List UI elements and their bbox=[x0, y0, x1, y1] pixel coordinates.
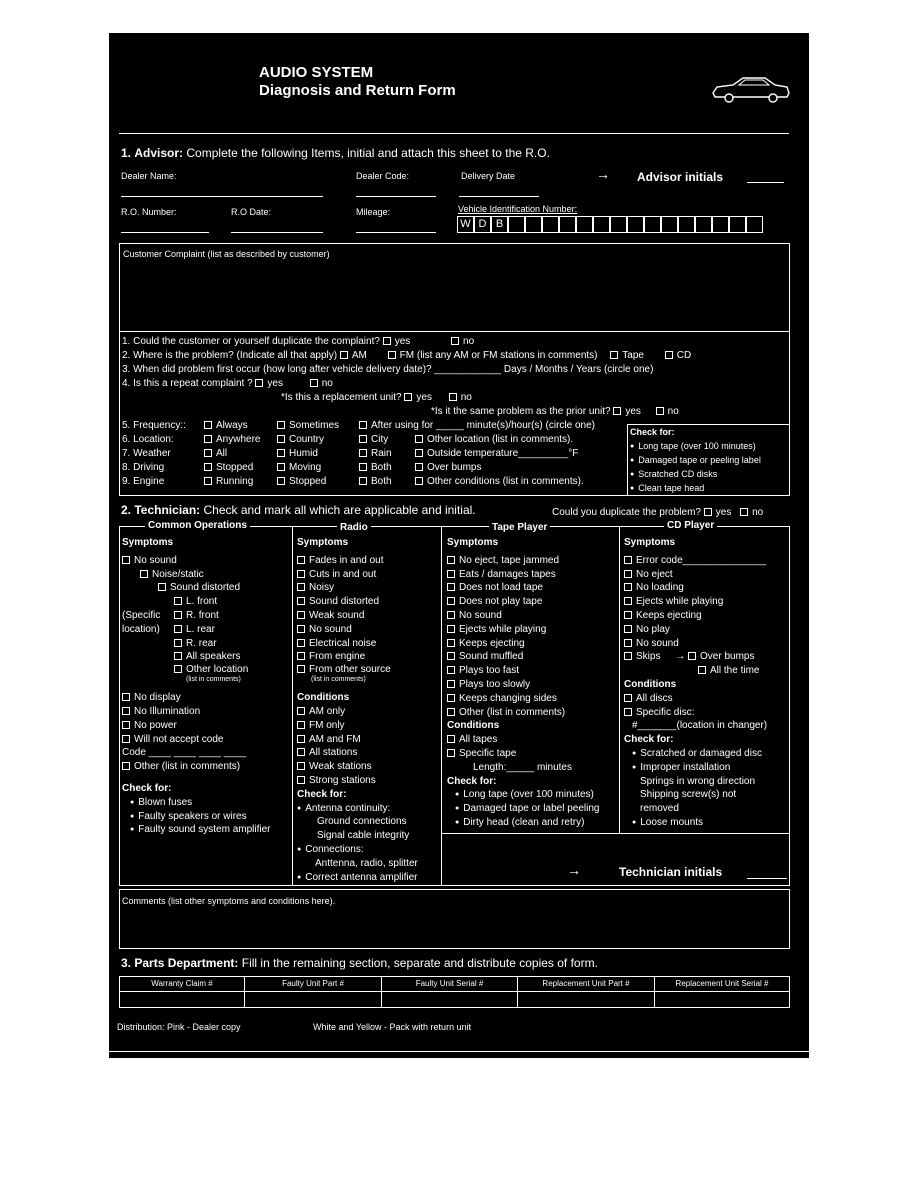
location-field[interactable]: #_______(location in changer) bbox=[632, 720, 768, 732]
parts-input[interactable] bbox=[517, 991, 655, 1008]
checkbox[interactable] bbox=[610, 351, 618, 359]
check-option[interactable]: No sound bbox=[624, 637, 767, 651]
check-option[interactable]: Eats / damages tapes bbox=[447, 568, 599, 582]
vin-cell[interactable] bbox=[678, 216, 695, 233]
check-option[interactable]: Electrical noise bbox=[297, 637, 418, 651]
complaint-label: Customer Complaint (list as described by customer) bbox=[123, 249, 330, 259]
check-option[interactable]: All tapes bbox=[447, 733, 599, 747]
check-option[interactable]: No eject, tape jammed bbox=[447, 554, 599, 568]
check-option[interactable]: All stations bbox=[297, 746, 418, 760]
checkbox[interactable] bbox=[310, 379, 318, 387]
vin-cell[interactable] bbox=[712, 216, 729, 233]
divider bbox=[119, 331, 789, 332]
check-option[interactable]: Sound distorted bbox=[122, 581, 271, 595]
check-option[interactable]: Weak sound bbox=[297, 609, 418, 623]
check-option[interactable]: Ejects while playing bbox=[624, 595, 767, 609]
vin-cell[interactable] bbox=[508, 216, 525, 233]
option[interactable]: Both bbox=[359, 475, 392, 488]
parts-input[interactable] bbox=[119, 991, 245, 1008]
vin-cell[interactable] bbox=[746, 216, 763, 233]
col-radio-header: Radio bbox=[337, 521, 371, 534]
parts-header: Replacement Unit Serial # bbox=[654, 976, 790, 992]
check-option[interactable]: No sound bbox=[122, 554, 271, 568]
vin-cell[interactable] bbox=[576, 216, 593, 233]
question-2: 2. Where is the problem? (Indicate all that apply) AM FM (list any AM or FM stations in comments) Tape CD bbox=[122, 350, 692, 361]
col-common-header: Common Operations bbox=[145, 519, 250, 532]
check-item: ● Scratched CD disks bbox=[630, 468, 717, 481]
car-icon bbox=[709, 73, 793, 105]
common-column: Symptoms No sound Noise/static Sound distorted L. front (Specific R. front location) L. rear R. rear All speakers Other location (list in comments) No display No Illumination No power Will not accept code Code ____ ____ ____ ____ Other (list in comments) Check for: ● Blown fuses ● Faulty speakers or wires ● Faulty sound system amplifier bbox=[122, 536, 271, 837]
check-option[interactable]: AM and FM bbox=[297, 733, 418, 747]
vin-cell[interactable] bbox=[593, 216, 610, 233]
length-field[interactable]: Length:_____ minutes bbox=[473, 761, 572, 773]
vin-cell[interactable] bbox=[644, 216, 661, 233]
option[interactable]: Outside temperature_________°F bbox=[415, 447, 578, 460]
mileage-field[interactable] bbox=[356, 232, 436, 233]
check-option[interactable]: Keeps ejecting bbox=[624, 609, 767, 623]
checkbox[interactable] bbox=[388, 351, 396, 359]
check-option[interactable]: No loading bbox=[624, 581, 767, 595]
check-option[interactable]: Does not play tape bbox=[447, 595, 599, 609]
vin-cell[interactable]: D bbox=[474, 216, 491, 233]
arrow-icon: → bbox=[567, 862, 581, 878]
question-8-label: 8. Driving bbox=[122, 462, 165, 473]
check-option[interactable]: Error code_______________ bbox=[624, 554, 767, 568]
check-option[interactable]: All discs bbox=[624, 692, 767, 706]
option[interactable]: Stopped bbox=[204, 461, 253, 474]
dealer-name-field[interactable] bbox=[121, 196, 323, 197]
check-option[interactable]: Sound muffled bbox=[447, 650, 599, 664]
check-option[interactable]: Strong stations bbox=[297, 774, 418, 788]
vin-cell[interactable]: B bbox=[491, 216, 508, 233]
checkbox[interactable] bbox=[656, 407, 664, 415]
parts-header: Faulty Unit Serial # bbox=[381, 976, 518, 992]
code-field[interactable]: Code ____ ____ ____ ____ bbox=[122, 747, 247, 759]
ro-number-field[interactable] bbox=[121, 232, 209, 233]
check-option[interactable]: Skips → Over bumps bbox=[624, 650, 767, 664]
divider bbox=[109, 1051, 809, 1052]
vin-cell[interactable] bbox=[627, 216, 644, 233]
question-5-label: 5. Frequency:: bbox=[122, 420, 186, 431]
delivery-date-label: Delivery Date bbox=[461, 171, 516, 181]
option[interactable]: Country bbox=[277, 433, 324, 446]
col-cd-header: CD Player bbox=[664, 519, 717, 532]
technician-initials-label: Technician initials bbox=[619, 865, 723, 879]
dealer-code-field[interactable] bbox=[356, 196, 436, 197]
check-option[interactable]: Other (list in comments) bbox=[122, 760, 271, 774]
check-option[interactable]: Specific disc: bbox=[624, 706, 767, 720]
col-tape-header: Tape Player bbox=[489, 521, 550, 534]
check-option[interactable]: Other (list in comments) bbox=[447, 706, 599, 720]
check-option[interactable]: R. rear bbox=[122, 637, 271, 651]
check-option[interactable]: Keeps changing sides bbox=[447, 692, 599, 706]
symptoms-heading: Symptoms bbox=[122, 537, 174, 548]
checkbox[interactable] bbox=[404, 393, 412, 401]
check-option[interactable]: Plays too fast bbox=[447, 664, 599, 678]
advisor-initials-field[interactable] bbox=[747, 182, 784, 183]
ro-number-label: R.O. Number: bbox=[121, 207, 177, 217]
vin-cell[interactable] bbox=[542, 216, 559, 233]
question-7-label: 7. Weather bbox=[122, 448, 171, 459]
check-option[interactable]: Fades in and out bbox=[297, 554, 418, 568]
check-option[interactable]: Weak stations bbox=[297, 760, 418, 774]
mileage-label: Mileage: bbox=[356, 207, 391, 217]
vin-cell[interactable] bbox=[695, 216, 712, 233]
advisor-initials-label: Advisor initials bbox=[637, 170, 724, 184]
check-option[interactable]: Noisy bbox=[297, 581, 418, 595]
check-option[interactable]: No sound bbox=[447, 609, 599, 623]
check-option[interactable]: From other source bbox=[297, 664, 418, 675]
option[interactable]: City bbox=[359, 433, 388, 446]
vin-cell[interactable] bbox=[610, 216, 627, 233]
checkbox[interactable] bbox=[340, 351, 348, 359]
option[interactable]: Over bumps bbox=[415, 461, 481, 474]
ro-date-label: R.O Date: bbox=[231, 207, 272, 217]
option[interactable]: Other location (list in comments). bbox=[415, 433, 573, 446]
check-option[interactable]: Plays too slowly bbox=[447, 678, 599, 692]
option[interactable]: Stopped bbox=[277, 475, 326, 488]
checkbox[interactable] bbox=[383, 337, 391, 345]
divider bbox=[442, 833, 789, 834]
check-option[interactable]: AM only bbox=[297, 705, 418, 719]
question-6-label: 6. Location: bbox=[122, 434, 174, 445]
check-option[interactable]: Keeps ejecting bbox=[447, 637, 599, 651]
check-option[interactable]: Noise/static bbox=[122, 568, 271, 582]
parts-header: Warranty Claim # bbox=[119, 976, 245, 992]
checkbox[interactable] bbox=[704, 508, 712, 516]
option[interactable]: Both bbox=[359, 461, 392, 474]
duplicate-question: Could you duplicate the problem? yes no bbox=[552, 507, 764, 518]
option[interactable]: Sometimes bbox=[277, 419, 339, 432]
col-divider bbox=[619, 526, 620, 833]
parts-input[interactable] bbox=[244, 991, 382, 1008]
check-option[interactable]: L. front bbox=[122, 595, 271, 609]
option[interactable]: After using for _____ minute(s)/hour(s) (circle one) bbox=[359, 419, 595, 432]
check-option[interactable]: Other location bbox=[122, 664, 271, 675]
check-option[interactable]: FM only bbox=[297, 719, 418, 733]
option[interactable]: Running bbox=[204, 475, 253, 488]
check-option[interactable]: Will not accept code bbox=[122, 733, 271, 747]
check-option[interactable]: All the time bbox=[624, 664, 767, 678]
check-option[interactable]: Ejects while playing bbox=[447, 623, 599, 637]
option[interactable]: Rain bbox=[359, 447, 392, 460]
question-9-label: 9. Engine bbox=[122, 476, 165, 487]
check-option[interactable]: No eject bbox=[624, 568, 767, 582]
question-1: 1. Could the customer or yourself duplicate the complaint? yes no bbox=[122, 336, 475, 347]
option[interactable]: Anywhere bbox=[204, 433, 260, 446]
vin-cell[interactable] bbox=[661, 216, 678, 233]
checkbox[interactable] bbox=[449, 393, 457, 401]
technician-initials-field[interactable] bbox=[747, 878, 787, 879]
check-item: ● Long tape (over 100 minutes) bbox=[630, 440, 756, 453]
form-subtitle: Diagnosis and Return Form bbox=[259, 82, 456, 99]
check-option[interactable]: Does not load tape bbox=[447, 581, 599, 595]
checkbox[interactable] bbox=[255, 379, 263, 387]
question-3: 3. When did problem first occur (how long after vehicle delivery date)? ____________ Days / Months / Years (circle one) bbox=[122, 364, 654, 375]
dealer-name-label: Dealer Name: bbox=[121, 171, 177, 181]
col-divider bbox=[441, 526, 442, 885]
option[interactable]: Humid bbox=[277, 447, 318, 460]
technician-heading: 2. Technician: Check and mark all which are applicable and initial. bbox=[121, 503, 476, 517]
distribution-right: White and Yellow - Pack with return unit bbox=[313, 1022, 472, 1032]
check-option[interactable]: (Specific R. front bbox=[122, 609, 219, 621]
option[interactable]: All bbox=[204, 447, 227, 460]
ro-date-field[interactable] bbox=[231, 232, 323, 233]
question-4: 4. Is this a repeat complaint ? yes no bbox=[122, 378, 333, 389]
vin-label: Vehicle Identification Number: bbox=[458, 204, 578, 214]
checkbox[interactable] bbox=[740, 508, 748, 516]
form-sheet bbox=[109, 33, 809, 1058]
parts-table bbox=[119, 976, 790, 1008]
col-divider bbox=[292, 526, 293, 885]
advisor-heading: 1. Advisor: Complete the following Items, initial and attach this sheet to the R.O. bbox=[121, 146, 550, 160]
check-option[interactable]: No play bbox=[624, 623, 767, 637]
checkbox[interactable] bbox=[613, 407, 621, 415]
cd-column: Symptoms Error code_______________ No eject No loading Ejects while playing Keeps ejecting No play No sound Skips → Over bumps All the time Conditions All discs Specific disc: #_______(location in changer) Check for: ● Scratched or damaged disc ● Improper installation Springs in wrong direction Shipping screw(s) not removed ● Loose mounts bbox=[624, 536, 767, 830]
vin-cell[interactable] bbox=[729, 216, 746, 233]
vin-field[interactable] bbox=[457, 216, 767, 233]
option[interactable]: Always bbox=[204, 419, 248, 432]
checkbox[interactable] bbox=[451, 337, 459, 345]
check-option[interactable]: Cuts in and out bbox=[297, 568, 418, 582]
arrow-icon: → bbox=[596, 166, 610, 182]
check-item: ● Clean tape head bbox=[630, 482, 704, 495]
parts-input[interactable] bbox=[381, 991, 518, 1008]
parts-header: Replacement Unit Part # bbox=[517, 976, 655, 992]
question-4b: *Is this a replacement unit? yes no bbox=[281, 392, 472, 403]
check-option[interactable]: No display bbox=[122, 691, 271, 705]
check-for-heading: Check for: bbox=[630, 427, 675, 437]
parts-header: Faulty Unit Part # bbox=[244, 976, 382, 992]
vin-cell[interactable] bbox=[559, 216, 576, 233]
radio-column: Symptoms Fades in and out Cuts in and out Noisy Sound distorted Weak sound No sound Electrical noise From engine From other source (list in comments) Conditions AM only FM only AM and FM All stations Weak stations Strong stations Check for: ● Antenna continuity: Ground connections Signal cable integrity ● Connections: Anttenna, radio, splitter ● Correct antenna amplifier bbox=[297, 536, 418, 884]
parts-input[interactable] bbox=[654, 991, 790, 1008]
check-option[interactable]: Sound distorted bbox=[297, 595, 418, 609]
check-option[interactable]: No power bbox=[122, 719, 271, 733]
checkbox[interactable] bbox=[665, 351, 673, 359]
option[interactable]: Moving bbox=[277, 461, 321, 474]
comments-label: Comments (list other symptoms and conditions here). bbox=[122, 896, 336, 906]
check-option[interactable]: Specific tape bbox=[447, 747, 599, 761]
delivery-date-field[interactable] bbox=[459, 196, 539, 197]
check-option[interactable]: No sound bbox=[297, 623, 418, 637]
option[interactable]: Other conditions (list in comments). bbox=[415, 475, 584, 488]
vin-cell[interactable] bbox=[525, 216, 542, 233]
check-item: ● Damaged tape or peeling label bbox=[630, 454, 761, 467]
distribution-left: Distribution: Pink - Dealer copy bbox=[117, 1022, 241, 1032]
form-title: AUDIO SYSTEM bbox=[259, 64, 374, 81]
question-4c: *Is it the same problem as the prior unit? yes no bbox=[431, 406, 679, 417]
parts-heading: 3. Parts Department: Fill in the remaining section, separate and distribute copies of form. bbox=[121, 956, 598, 970]
check-option[interactable]: location) L. rear bbox=[122, 623, 215, 635]
divider bbox=[119, 133, 789, 134]
dealer-code-label: Dealer Code: bbox=[356, 171, 410, 181]
vin-cell[interactable]: W bbox=[457, 216, 474, 233]
tape-column: Symptoms No eject, tape jammed Eats / damages tapes Does not load tape Does not play tape No sound Ejects while playing Keeps ejecting Sound muffled Plays too fast Plays too slowly Keeps changing sides Other (list in comments) Conditions All tapes Specific tape Length:_____ minutes Check for: ● Long tape (over 100 minutes) ● Damaged tape or label peeling ● Dirty head (clean and retry) bbox=[447, 536, 599, 830]
check-option[interactable]: From engine bbox=[297, 650, 418, 664]
check-option[interactable]: All speakers bbox=[122, 650, 271, 664]
check-option[interactable]: No Illumination bbox=[122, 705, 271, 719]
